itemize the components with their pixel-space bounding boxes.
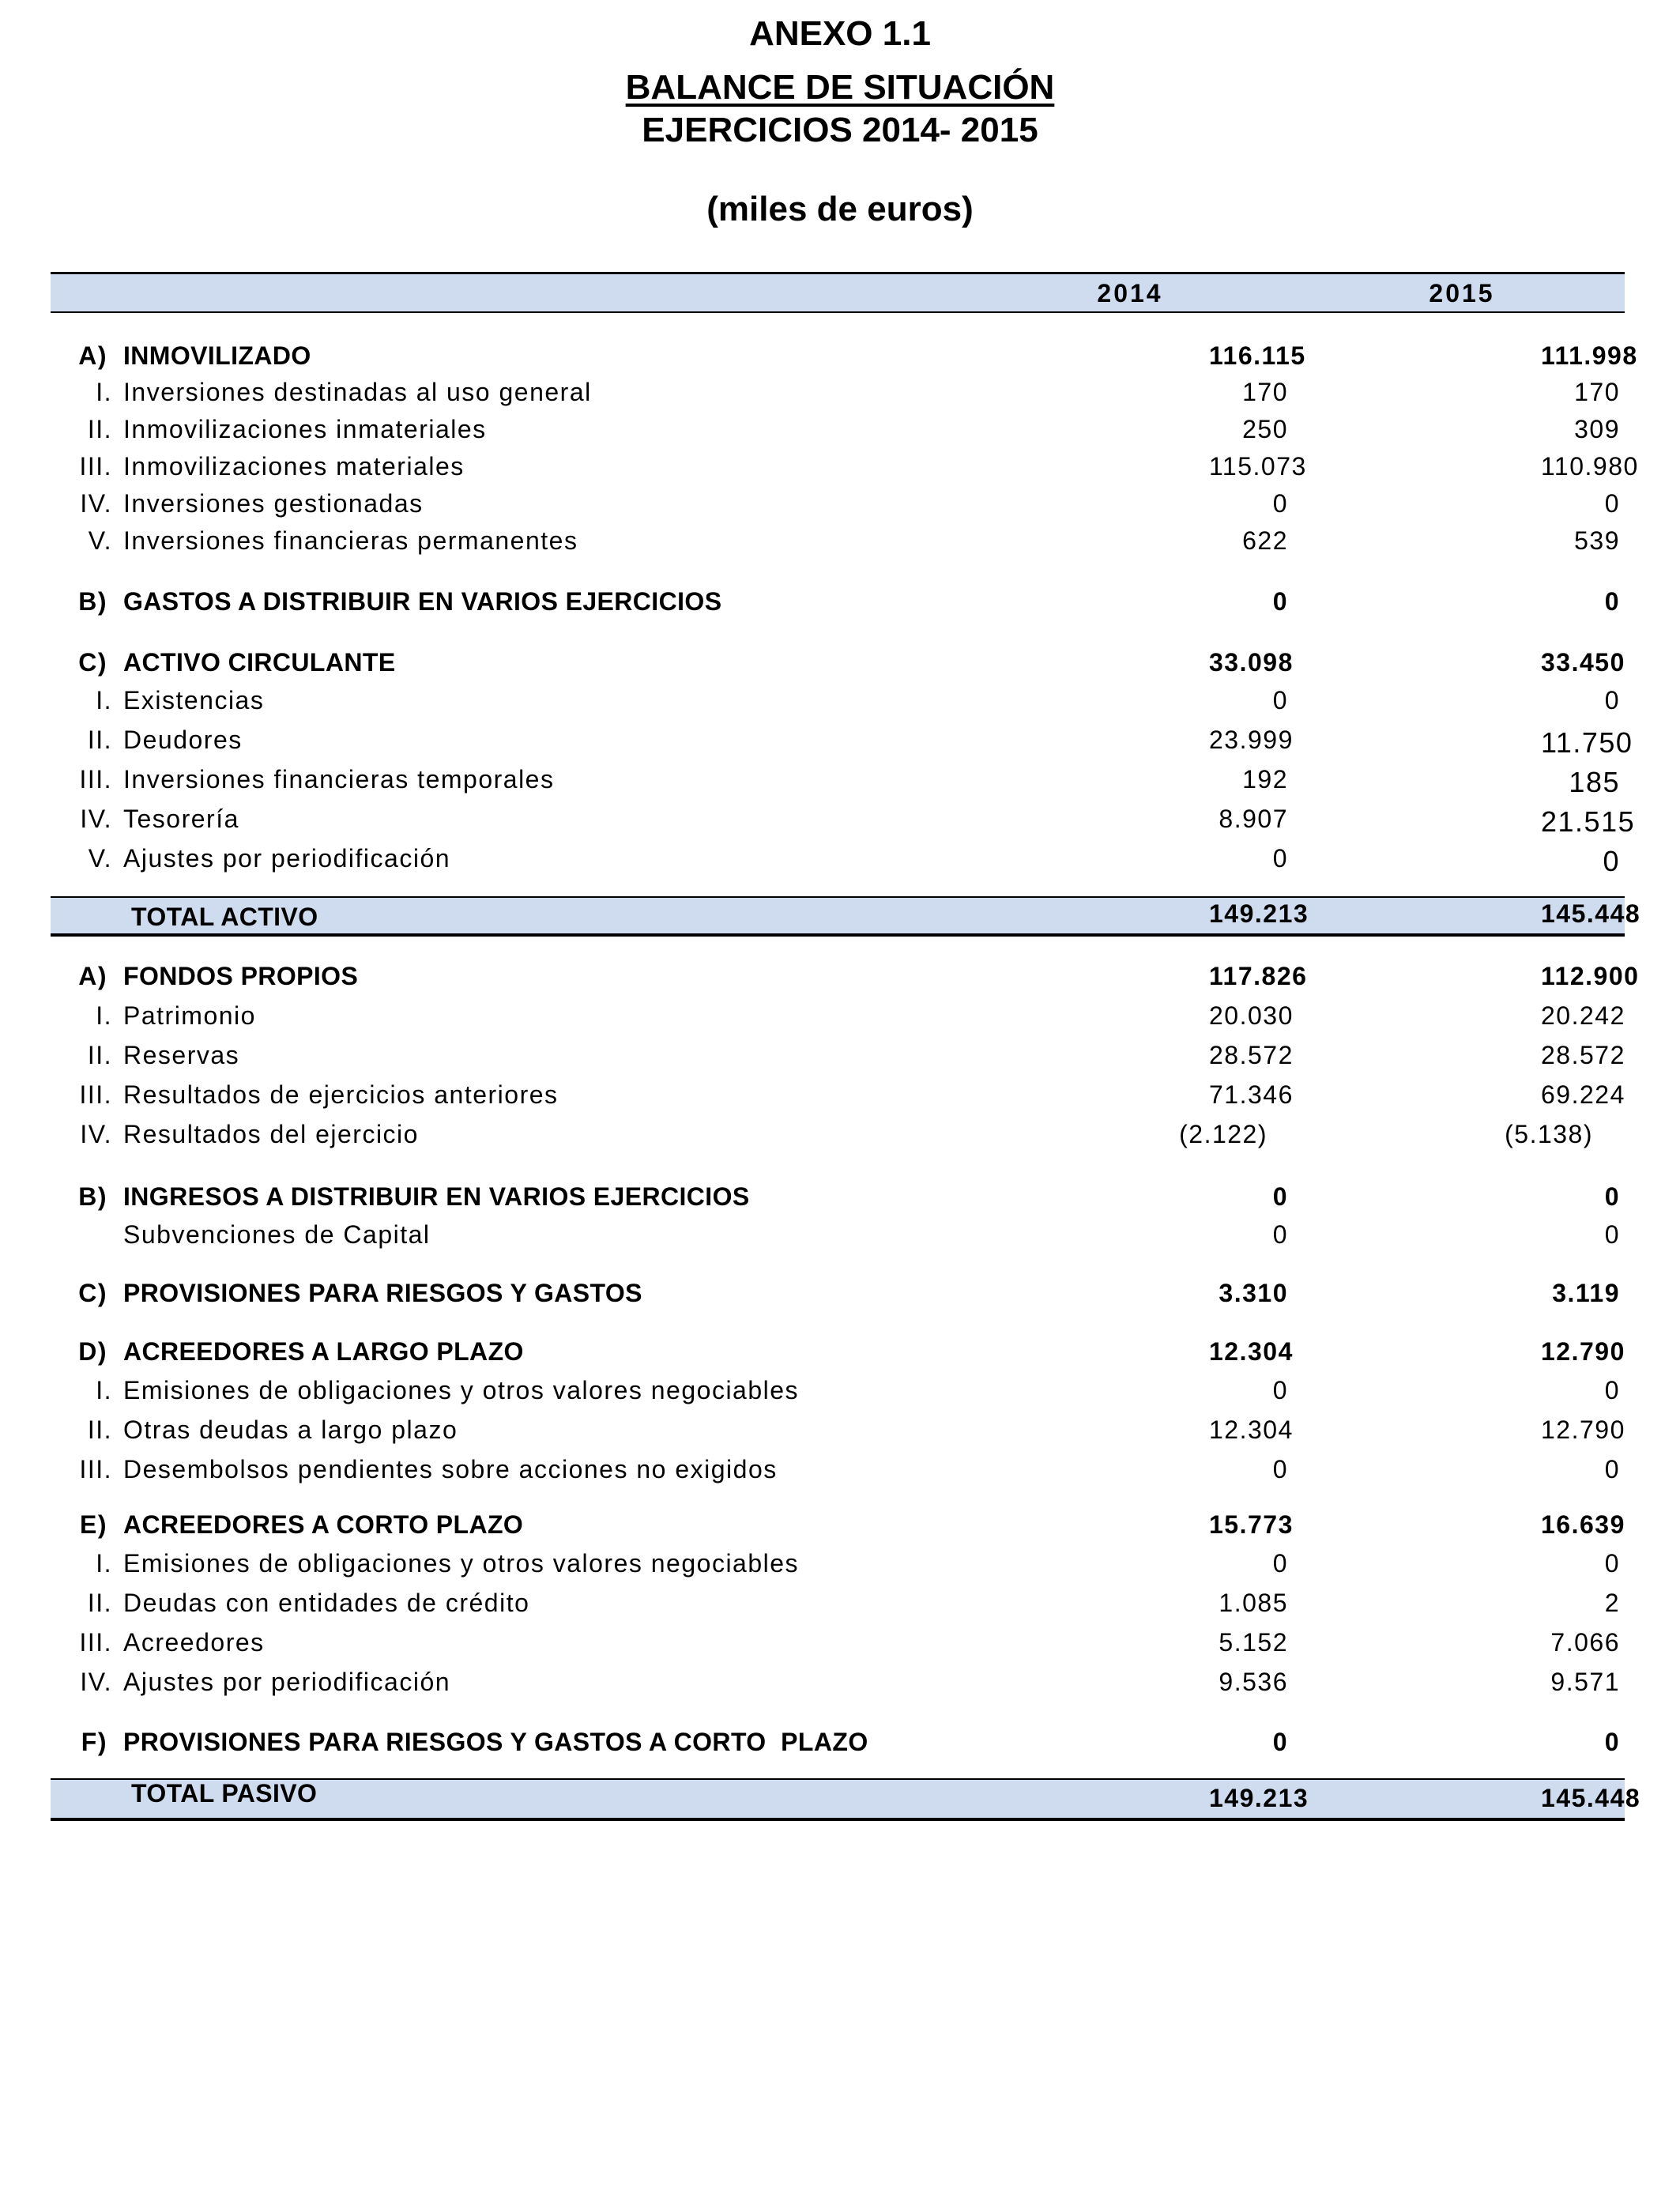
table-row: IV. Resultados del ejercicio (2.122) (5.138) <box>80 1120 1593 1148</box>
section-row-inmovilizado: A) INMOVILIZADO 116.115 111.998 <box>78 341 1638 370</box>
table-row: III. Acreedores 5.152 7.066 <box>79 1628 1620 1657</box>
section-row-activo-circulante: C) ACTIVO CIRCULANTE 33.098 33.450 <box>78 648 1625 677</box>
units-label: (miles de euros) <box>706 190 974 228</box>
table-row: II. Deudas con entidades de crédito 1.085 2 <box>87 1589 1620 1617</box>
table-row: Subvenciones de Capital 0 0 <box>123 1220 1620 1249</box>
table-row: III. Resultados de ejercicios anteriores 71.346 69.224 <box>79 1080 1625 1109</box>
section-row-ingresos-distribuir: B) INGRESOS A DISTRIBUIR EN VARIOS EJERCICIOS 0 0 <box>78 1182 1620 1211</box>
total-pasivo-row: TOTAL PASIVO 149.213 145.448 <box>131 1779 1641 1812</box>
table-row: I. Patrimonio 20.030 20.242 <box>96 1001 1625 1030</box>
total-pasivo-bottom-rule <box>51 1818 1625 1821</box>
table-row: I. Emisiones de obligaciones y otros valores negociables 0 0 <box>96 1549 1620 1578</box>
table-row: II. Inmovilizaciones inmateriales 250 309 <box>87 415 1620 443</box>
section-row-provisiones: C) PROVISIONES PARA RIESGOS Y GASTOS 3.310 3.119 <box>78 1279 1620 1307</box>
section-row-acreedores-corto: E) ACREEDORES A CORTO PLAZO 15.773 16.639 <box>80 1510 1625 1539</box>
table-row: IV. Ajustes por periodificación 9.536 9.571 <box>80 1668 1620 1696</box>
balance-title: BALANCE DE SITUACIÓN <box>625 68 1055 107</box>
table-row: V. Inversiones financieras permanentes 622 539 <box>88 526 1620 555</box>
table-row: II. Deudores 23.999 11.750 <box>87 726 1633 759</box>
section-row-fondos-propios: A) FONDOS PROPIOS 117.826 112.900 <box>78 962 1640 990</box>
total-activo-row: TOTAL ACTIVO 149.213 145.448 <box>131 899 1641 931</box>
table-row: II. Reservas 28.572 28.572 <box>87 1041 1625 1069</box>
table-row: III. Desembolsos pendientes sobre acciones no exigidos 0 0 <box>79 1455 1620 1483</box>
table-row: II. Otras deudas a largo plazo 12.304 12.790 <box>87 1416 1625 1444</box>
section-row-provisiones-corto: F) PROVISIONES PARA RIESGOS Y GASTOS A CORTO PLAZO 0 0 <box>81 1728 1620 1756</box>
column-2015-header: 2015 <box>1429 279 1495 307</box>
column-2014-header: 2014 <box>1097 279 1163 307</box>
table-row: IV. Inversiones gestionadas 0 0 <box>80 489 1620 518</box>
table-row: III. Inmovilizaciones materiales 115.073 110.980 <box>79 452 1639 481</box>
table-row: I. Inversiones destinadas al uso general 170 170 <box>96 378 1620 406</box>
table-row: III. Inversiones financieras temporales 192 185 <box>79 765 1620 798</box>
table-row: IV. Tesorería 8.907 21.515 <box>80 805 1636 838</box>
column-header-row <box>0 273 1680 313</box>
annex-title: ANEXO 1.1 <box>749 14 931 53</box>
table-row: I. Emisiones de obligaciones y otros valores negociables 0 0 <box>96 1376 1620 1404</box>
section-row-acreedores-largo: D) ACREEDORES A LARGO PLAZO 12.304 12.790 <box>78 1337 1625 1366</box>
table-row: I. Existencias 0 0 <box>96 686 1620 714</box>
years-subtitle: EJERCICIOS 2014- 2015 <box>642 111 1038 149</box>
section-row-gastos-distribuir: B) GASTOS A DISTRIBUIR EN VARIOS EJERCICIOS 0 0 <box>78 587 1620 616</box>
table-row: V. Ajustes por periodificación 0 0 <box>88 844 1620 877</box>
